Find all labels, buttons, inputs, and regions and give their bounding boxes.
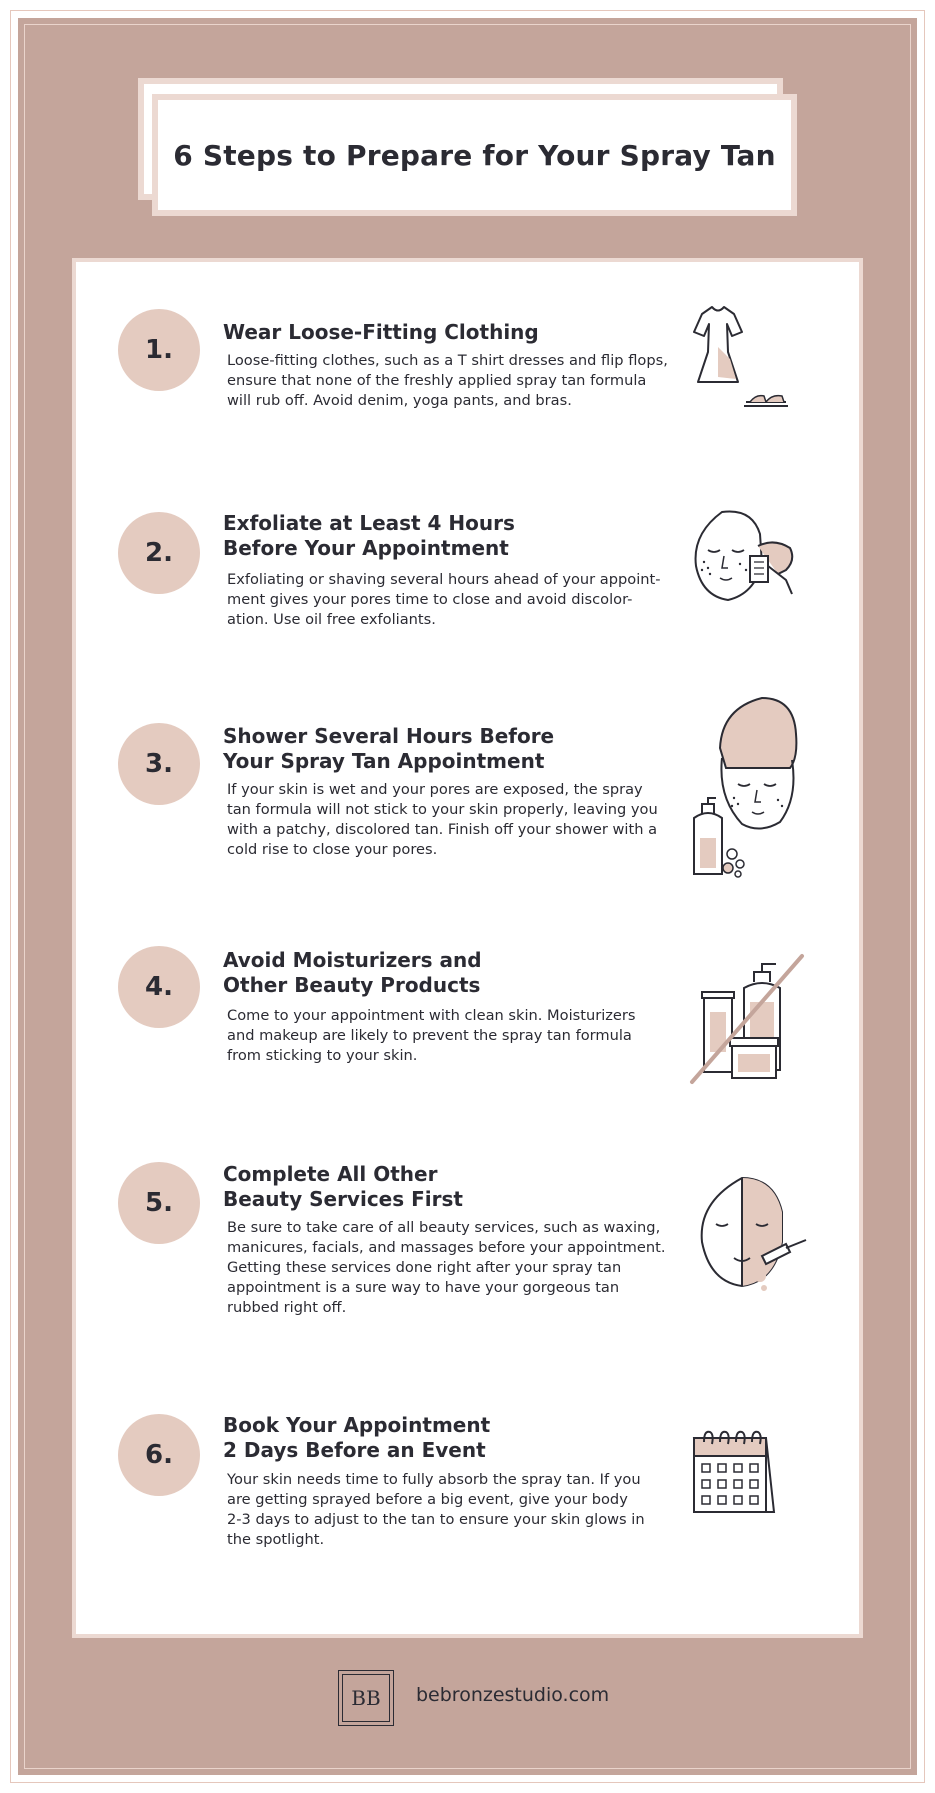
step-body-line: ment gives your pores time to close and avoid discolor- [227, 591, 633, 608]
no-cosmetics-icon [682, 952, 812, 1092]
step-1 [72, 258, 863, 458]
step-body-line: Come to your appointment with clean skin. Moisturizers [227, 1007, 636, 1024]
step-body-line: Getting these services done right after your spray tan [227, 1259, 622, 1276]
step-title: Wear Loose-Fitting Clothing [223, 320, 539, 344]
step-body-line: Loose-fitting clothes, such as a T shirt dresses and flip flops, [227, 352, 668, 369]
step-title: Avoid Moisturizers and Other Beauty Products [223, 948, 482, 997]
step-body-line: and makeup are likely to prevent the spray tan formula [227, 1027, 632, 1044]
page-title: 6 Steps to Prepare for Your Spray Tan [173, 138, 776, 172]
step-body-line: ation. Use oil free exfoliants. [227, 611, 436, 628]
step-body-line: with a patchy, discolored tan. Finish off your shower with a [227, 821, 658, 838]
step-number-badge: 2. [118, 512, 200, 594]
step-body-line: ensure that none of the freshly applied spray tan formula [227, 372, 647, 389]
step-title: Complete All Other Beauty Services First [223, 1162, 463, 1211]
step-2 [72, 458, 863, 668]
step-body-line: tan formula will not stick to your skin properly, leaving you [227, 801, 658, 818]
step-3 [72, 668, 863, 892]
step-number-badge: 5. [118, 1162, 200, 1244]
step-body-line: from sticking to your skin. [227, 1047, 418, 1064]
step-body-line: cold rise to close your pores. [227, 841, 438, 858]
step-body [227, 351, 697, 411]
step-body-line: the spotlight. [227, 1531, 325, 1548]
step-body-line: rubbed right off. [227, 1299, 347, 1316]
step-number-badge: 6. [118, 1414, 200, 1496]
step-body [227, 1006, 697, 1066]
step-body-line: Exfoliating or shaving several hours ahead of your appoint- [227, 571, 661, 588]
step-body-line: will rub off. Avoid denim, yoga pants, and bras. [227, 392, 572, 409]
face-makeup-brush-icon [682, 1172, 812, 1292]
step-number-badge: 4. [118, 946, 200, 1028]
step-body-line: Your skin needs time to fully absorb the spray tan. If you [227, 1471, 641, 1488]
step-body-line: appointment is a sure way to have your gorgeous tan [227, 1279, 620, 1296]
step-body [227, 1470, 697, 1550]
step-body-line: If your skin is wet and your pores are exposed, the spray [227, 781, 643, 798]
title-container [152, 94, 797, 216]
step-4 [72, 892, 863, 1112]
step-5 [72, 1112, 863, 1342]
face-exfoliating-brush-icon [682, 504, 802, 614]
step-body-line: are getting sprayed before a big event, give your body [227, 1491, 628, 1508]
step-body-line: manicures, facials, and massages before your appointment. [227, 1239, 666, 1256]
step-body [227, 780, 697, 860]
brand-logo-monogram: BB [342, 1674, 390, 1722]
step-body [227, 570, 697, 630]
step-body-line: Be sure to take care of all beauty services, such as waxing, [227, 1219, 661, 1236]
step-body [227, 1218, 697, 1318]
step-body-line: 2-3 days to adjust to the tan to ensure your skin glows in [227, 1511, 645, 1528]
brand-logo [338, 1670, 394, 1726]
dress-and-sandals-icon [682, 302, 792, 412]
step-title: Shower Several Hours Before Your Spray Tan Appointment [223, 724, 555, 773]
step-title: Book Your Appointment 2 Days Before an Event [223, 1413, 491, 1462]
step-number-badge: 1. [118, 309, 200, 391]
calendar-icon [682, 1426, 792, 1526]
step-title: Exfoliate at Least 4 Hours Before Your Appointment [223, 511, 515, 560]
website-link[interactable]: bebronzestudio.com [416, 1684, 610, 1706]
step-number-badge: 3. [118, 723, 200, 805]
step-6 [72, 1342, 863, 1632]
towel-head-soap-icon [682, 688, 812, 888]
